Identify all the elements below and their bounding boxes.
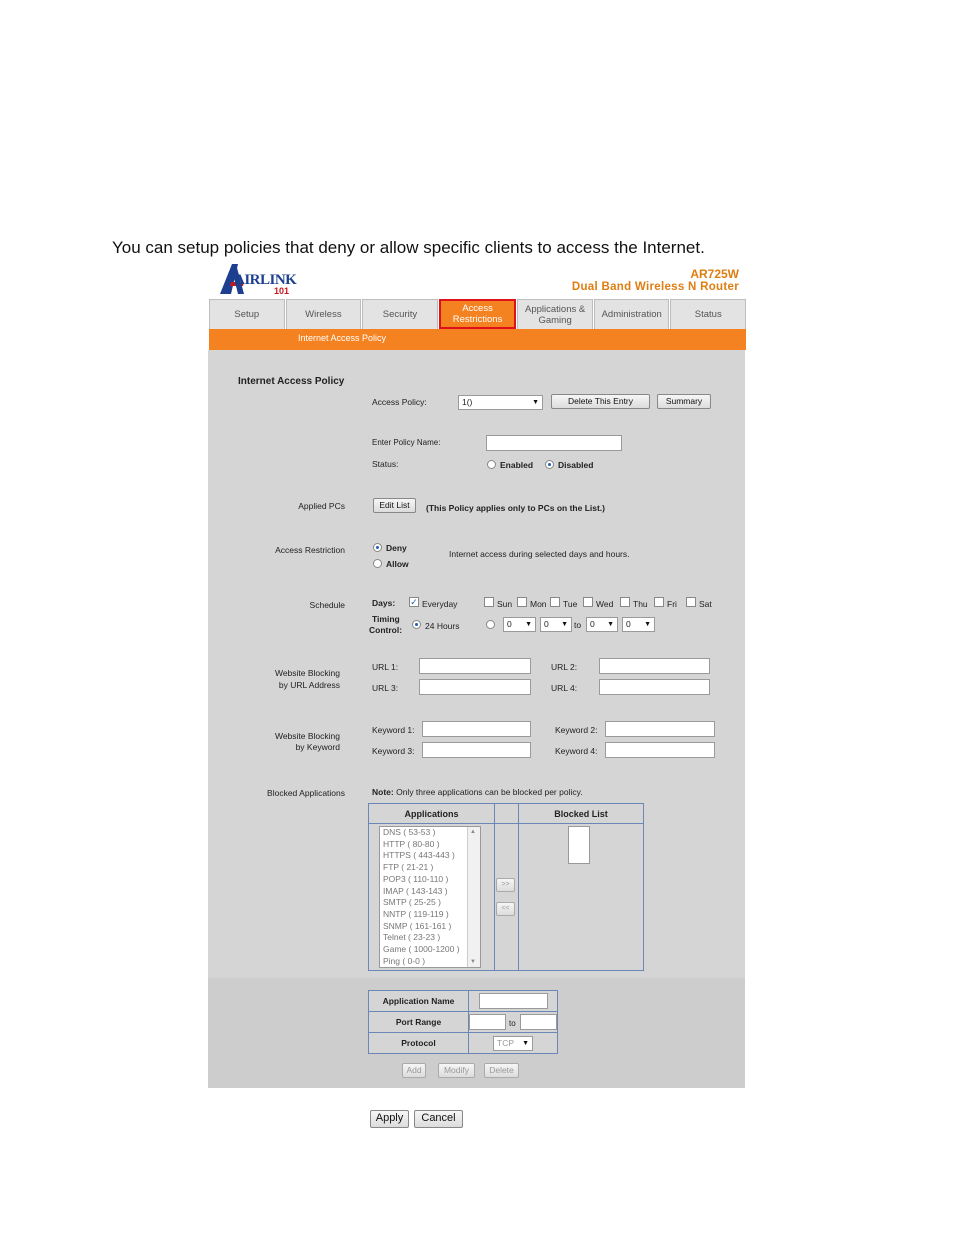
day-checkbox-tue[interactable] — [550, 597, 560, 607]
status-enabled-radio[interactable] — [487, 460, 496, 469]
keyword1-input[interactable] — [422, 721, 531, 737]
table-divider — [494, 804, 495, 970]
note-prefix: Note: — [372, 787, 394, 797]
section-title: Internet Access Policy — [238, 376, 345, 387]
access-policy-select[interactable]: 1() ▼ — [458, 395, 543, 410]
24-hours-radio[interactable] — [412, 620, 421, 629]
blocked-apps-note — [372, 787, 583, 797]
tab-applications-gaming[interactable]: Applications & Gaming — [517, 299, 593, 329]
app-option[interactable]: POP3 ( 110-110 ) — [383, 873, 449, 884]
day-checkbox-mon[interactable] — [517, 597, 527, 607]
day-checkbox-fri[interactable] — [654, 597, 664, 607]
tab-setup[interactable]: Setup — [209, 299, 285, 329]
blocked-listbox[interactable] — [568, 826, 590, 864]
day-checkbox-sun[interactable] — [484, 597, 494, 607]
url-blocking-label: Website Blocking — [274, 668, 340, 678]
app-option[interactable]: Game ( 1000-1200 ) — [383, 944, 460, 955]
keyword2-label: Keyword 2: — [555, 725, 598, 735]
day-checkbox-sat[interactable] — [686, 597, 696, 607]
keyword4-label: Keyword 4: — [555, 746, 598, 756]
24-hours-label: 24 Hours — [425, 621, 460, 631]
url2-input[interactable] — [599, 658, 710, 674]
everyday-checkbox[interactable]: ✓ — [410, 597, 418, 607]
day-label-fri: Fri — [667, 599, 677, 609]
everyday-label: Everyday — [422, 599, 458, 609]
arrows-header — [494, 804, 519, 824]
applied-pcs-note: (This Policy applies only to PCs on the List.) — [426, 503, 605, 513]
port-start-input[interactable] — [469, 1014, 506, 1030]
port-end-input[interactable] — [520, 1014, 557, 1030]
app-option[interactable]: Ping ( 0-0 ) — [383, 955, 426, 966]
day-label-mon: Mon — [530, 599, 547, 609]
days-label: Days: — [372, 598, 396, 608]
applications-listbox[interactable] — [379, 826, 481, 968]
airlink-logo — [218, 262, 298, 298]
port-range-label: Port Range — [369, 1012, 469, 1032]
url4-input[interactable] — [599, 679, 710, 695]
keyword3-label: Keyword 3: — [372, 746, 415, 756]
delete-app-button[interactable]: Delete — [484, 1063, 519, 1078]
model-name: AR725W — [690, 267, 739, 281]
day-label-sat: Sat — [699, 599, 712, 609]
keyword-blocking-label: Website Blocking — [274, 731, 340, 741]
product-name: Dual Band Wireless N Router — [571, 281, 739, 293]
subtab-bar — [209, 329, 746, 350]
add-app-button[interactable]: Add — [402, 1063, 426, 1078]
app-option[interactable]: SMTP ( 25-25 ) — [383, 897, 441, 908]
table-divider — [518, 804, 519, 970]
tab-access-restrictions[interactable]: Access Restrictions — [439, 299, 517, 329]
tab-status[interactable]: Status — [670, 299, 746, 329]
subtab-internet-access-policy[interactable]: Internet Access Policy — [298, 333, 387, 343]
time-range-radio[interactable] — [486, 620, 495, 629]
scroll-down-icon[interactable]: ▼ — [470, 959, 476, 965]
status-label: Status: — [372, 459, 399, 469]
timing-label: Timing — [372, 614, 400, 624]
logo-text: AIRLINK — [234, 272, 297, 288]
schedule-label: Schedule — [309, 600, 345, 610]
app-option[interactable]: IMAP ( 143-143 ) — [383, 885, 448, 896]
note-text: Only three applications can be blocked per policy. — [393, 787, 583, 797]
tab-security[interactable]: Security — [362, 299, 438, 329]
keyword-blocking-sublabel: by Keyword — [295, 742, 340, 752]
url1-label: URL 1: — [372, 662, 399, 672]
blocked-apps-label: Blocked Applications — [267, 788, 345, 798]
main-tabs — [209, 299, 746, 329]
protocol-label: Protocol — [369, 1033, 469, 1053]
app-option[interactable]: SNMP ( 161-161 ) — [383, 920, 452, 931]
intro-text: You can setup policies that deny or allow specific clients to access the Internet. — [112, 238, 705, 257]
keyword4-input[interactable] — [605, 742, 715, 758]
modify-app-button[interactable]: Modify — [438, 1063, 475, 1078]
deny-label: Deny — [386, 543, 407, 553]
keyword3-input[interactable] — [422, 742, 531, 758]
logo-number: 101 — [274, 286, 290, 296]
apply-button[interactable]: Apply — [370, 1110, 409, 1128]
remove-from-blocked-button[interactable]: << — [496, 902, 515, 916]
blocked-list-header: Blocked List — [519, 804, 643, 824]
from-hour-select[interactable]: 0 ▼ — [503, 617, 536, 632]
from-minute-select[interactable]: 0 ▼ — [540, 617, 572, 632]
port-to-label: to — [509, 1019, 516, 1028]
protocol-select[interactable]: TCP ▼ — [493, 1036, 533, 1051]
policy-name-label: Enter Policy Name: — [372, 438, 441, 447]
add-to-blocked-button[interactable]: >> — [496, 878, 515, 892]
status-disabled-radio[interactable] — [545, 460, 554, 469]
day-checkbox-wed[interactable] — [583, 597, 593, 607]
url1-input[interactable] — [419, 658, 531, 674]
day-label-wed: Wed — [596, 599, 614, 609]
url2-label: URL 2: — [551, 662, 578, 672]
status-disabled-label: Disabled — [558, 460, 594, 470]
app-option[interactable]: HTTP ( 80-80 ) — [383, 838, 440, 849]
url-blocking-sublabel: by URL Address — [278, 680, 340, 690]
day-label-sun: Sun — [497, 599, 513, 609]
deny-radio[interactable] — [373, 543, 382, 552]
url4-label: URL 4: — [551, 683, 578, 693]
allow-label: Allow — [386, 559, 409, 569]
app-option[interactable]: DNS ( 53-53 ) — [383, 827, 436, 837]
keyword1-label: Keyword 1: — [372, 725, 415, 735]
restriction-note: Internet access during selected days and hours. — [449, 549, 630, 559]
day-label-thu: Thu — [633, 599, 648, 609]
to-hour-select[interactable]: 0 ▼ — [586, 617, 618, 632]
policy-name-input[interactable] — [486, 435, 622, 451]
access-restriction-label: Access Restriction — [275, 545, 345, 555]
control-label: Control: — [369, 625, 403, 635]
summary-button[interactable]: Summary — [657, 394, 711, 409]
cancel-button[interactable]: Cancel — [414, 1110, 463, 1128]
applied-pcs-label: Applied PCs — [298, 501, 345, 511]
app-option[interactable]: FTP ( 21-21 ) — [383, 862, 434, 873]
access-policy-label: Access Policy: — [372, 397, 427, 407]
app-option[interactable]: Telnet ( 23-23 ) — [383, 932, 441, 943]
url3-label: URL 3: — [372, 683, 399, 693]
delete-entry-button[interactable]: Delete This Entry — [551, 394, 650, 409]
status-enabled-label: Enabled — [500, 460, 534, 470]
day-label-tue: Tue — [563, 599, 578, 609]
app-option[interactable]: NNTP ( 119-119 ) — [383, 908, 449, 919]
app-option[interactable]: HTTPS ( 443-443 ) — [383, 850, 455, 861]
applications-header: Applications — [369, 804, 494, 824]
edit-list-button[interactable]: Edit List — [373, 498, 416, 513]
url3-input[interactable] — [419, 679, 531, 695]
time-to-label: to — [574, 620, 582, 630]
app-name-input[interactable] — [479, 993, 548, 1009]
keyword2-input[interactable] — [605, 721, 715, 737]
day-checkbox-thu[interactable] — [620, 597, 630, 607]
app-name-label: Application Name — [369, 991, 469, 1011]
tab-wireless[interactable]: Wireless — [286, 299, 362, 329]
applications-scrollbar[interactable] — [467, 827, 480, 967]
to-minute-select[interactable]: 0 ▼ — [622, 617, 655, 632]
tab-administration[interactable]: Administration — [594, 299, 670, 329]
scroll-up-icon[interactable]: ▲ — [470, 829, 476, 835]
allow-radio[interactable] — [373, 559, 382, 568]
